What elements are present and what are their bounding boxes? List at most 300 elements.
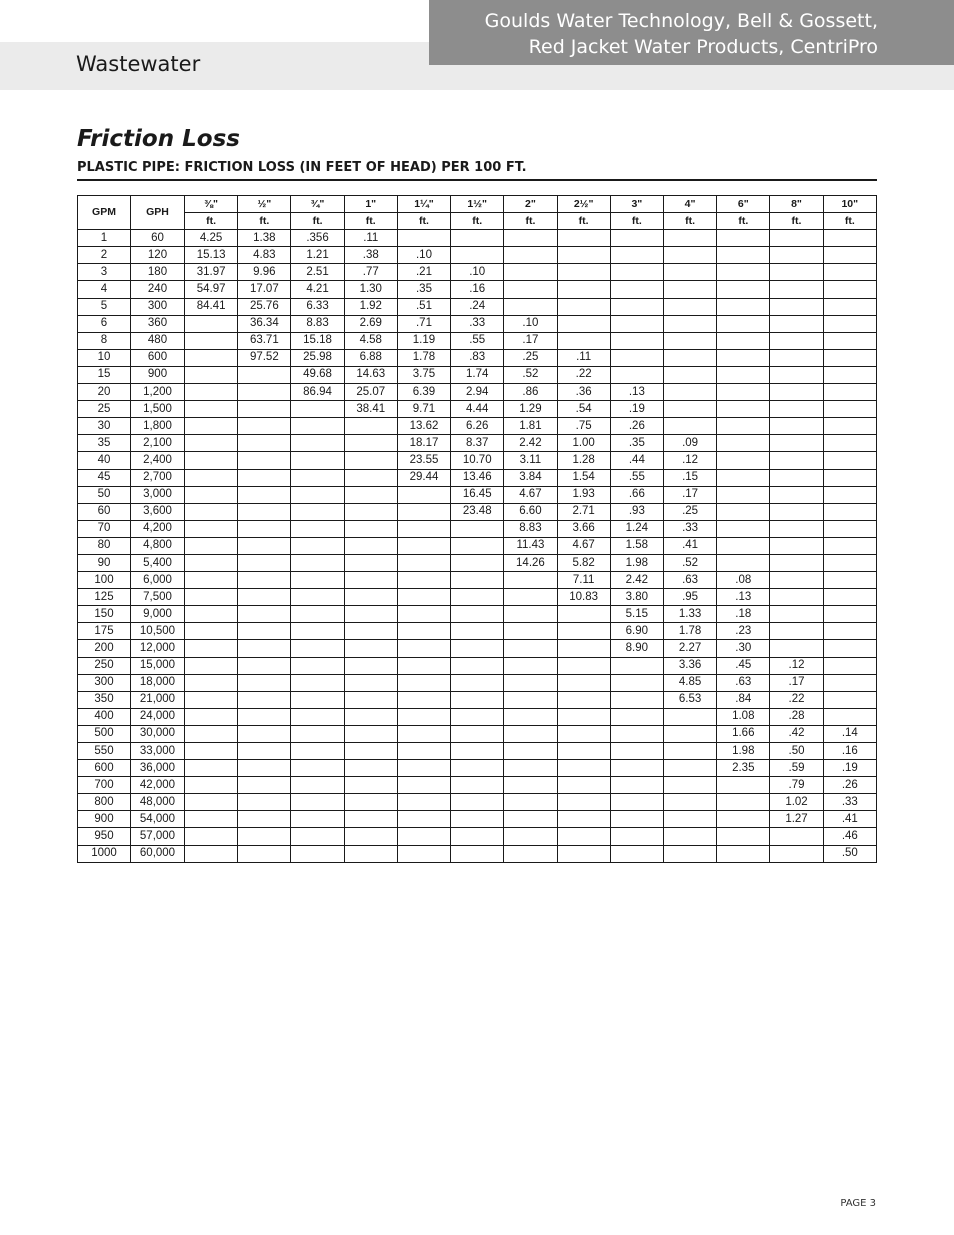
- friction-cell: [504, 777, 557, 794]
- friction-cell: .41: [663, 537, 716, 554]
- friction-cell: [557, 247, 610, 264]
- friction-cell: [717, 537, 770, 554]
- friction-cell: [610, 794, 663, 811]
- friction-cell: [717, 315, 770, 332]
- friction-cell: [291, 828, 344, 845]
- friction-cell: 84.41: [185, 298, 238, 315]
- friction-cell: [344, 452, 397, 469]
- friction-cell: .66: [610, 486, 663, 503]
- friction-cell: [823, 572, 876, 589]
- friction-cell: [717, 845, 770, 862]
- friction-cell: [717, 554, 770, 571]
- friction-cell: [291, 640, 344, 657]
- gph-cell: 2,400: [131, 452, 185, 469]
- pipe-size-row: [78, 196, 877, 213]
- table-row: [78, 828, 877, 845]
- friction-cell: [770, 828, 823, 845]
- friction-cell: [770, 520, 823, 537]
- friction-cell: [344, 777, 397, 794]
- friction-cell: [185, 777, 238, 794]
- friction-cell: [291, 572, 344, 589]
- gph-cell: 1,800: [131, 418, 185, 435]
- gpm-cell: 200: [78, 640, 131, 657]
- gpm-cell: 550: [78, 743, 131, 760]
- friction-cell: 2.42: [504, 435, 557, 452]
- friction-cell: [344, 811, 397, 828]
- friction-cell: 6.39: [397, 384, 450, 401]
- friction-cell: [291, 623, 344, 640]
- friction-cell: [185, 554, 238, 571]
- gph-cell: 12,000: [131, 640, 185, 657]
- friction-cell: 31.97: [185, 264, 238, 281]
- friction-cell: [185, 845, 238, 862]
- friction-cell: [185, 725, 238, 742]
- friction-cell: [557, 623, 610, 640]
- friction-cell: 1.92: [344, 298, 397, 315]
- gpm-cell: 10: [78, 349, 131, 366]
- friction-cell: [823, 708, 876, 725]
- friction-cell: [557, 777, 610, 794]
- friction-cell: [291, 486, 344, 503]
- friction-cell: [557, 674, 610, 691]
- friction-cell: [238, 520, 291, 537]
- friction-cell: 4.44: [451, 401, 504, 418]
- friction-cell: [823, 349, 876, 366]
- friction-cell: 23.48: [451, 503, 504, 520]
- friction-cell: 5.82: [557, 554, 610, 571]
- gpm-cell: 250: [78, 657, 131, 674]
- gph-cell: 36,000: [131, 760, 185, 777]
- friction-cell: [397, 743, 450, 760]
- pipe-size-header: 1": [344, 196, 397, 213]
- friction-cell: [717, 281, 770, 298]
- friction-cell: 1.02: [770, 794, 823, 811]
- friction-cell: [451, 230, 504, 247]
- gph-cell: 60: [131, 230, 185, 247]
- gpm-cell: 70: [78, 520, 131, 537]
- friction-cell: 2.94: [451, 384, 504, 401]
- friction-cell: [344, 674, 397, 691]
- pipe-size-header: 2": [504, 196, 557, 213]
- friction-cell: [663, 247, 716, 264]
- friction-cell: .13: [610, 384, 663, 401]
- friction-cell: 13.46: [451, 469, 504, 486]
- unit-header: ft.: [663, 213, 716, 230]
- friction-cell: 11.43: [504, 537, 557, 554]
- friction-cell: .10: [451, 264, 504, 281]
- friction-cell: [397, 828, 450, 845]
- friction-cell: 9.71: [397, 401, 450, 418]
- friction-cell: .33: [663, 520, 716, 537]
- friction-cell: [823, 691, 876, 708]
- friction-cell: [823, 623, 876, 640]
- friction-cell: .17: [770, 674, 823, 691]
- gpm-cell: 45: [78, 469, 131, 486]
- friction-cell: .17: [504, 332, 557, 349]
- friction-cell: [344, 520, 397, 537]
- friction-cell: [185, 469, 238, 486]
- friction-cell: [238, 418, 291, 435]
- friction-cell: [823, 315, 876, 332]
- friction-cell: [451, 691, 504, 708]
- friction-cell: 97.52: [238, 349, 291, 366]
- friction-cell: [344, 657, 397, 674]
- friction-cell: 10.70: [451, 452, 504, 469]
- table-row: [78, 691, 877, 708]
- friction-cell: 6.90: [610, 623, 663, 640]
- friction-cell: .16: [451, 281, 504, 298]
- gph-cell: 120: [131, 247, 185, 264]
- friction-cell: 1.30: [344, 281, 397, 298]
- friction-cell: [504, 640, 557, 657]
- table-row: [78, 794, 877, 811]
- friction-cell: [663, 725, 716, 742]
- friction-cell: [185, 503, 238, 520]
- friction-cell: 4.85: [663, 674, 716, 691]
- friction-cell: [238, 777, 291, 794]
- friction-cell: [770, 247, 823, 264]
- friction-cell: [504, 657, 557, 674]
- table-header: [78, 196, 877, 230]
- friction-cell: [610, 315, 663, 332]
- pipe-size-header: ½": [238, 196, 291, 213]
- friction-cell: [397, 657, 450, 674]
- friction-cell: [238, 537, 291, 554]
- gpm-cell: 5: [78, 298, 131, 315]
- friction-cell: [291, 452, 344, 469]
- friction-cell: [610, 674, 663, 691]
- friction-cell: .44: [610, 452, 663, 469]
- friction-cell: 8.90: [610, 640, 663, 657]
- friction-cell: [397, 503, 450, 520]
- friction-cell: [291, 418, 344, 435]
- friction-cell: [291, 657, 344, 674]
- friction-cell: .52: [504, 366, 557, 383]
- friction-cell: [770, 230, 823, 247]
- friction-cell: [557, 264, 610, 281]
- friction-loss-table-wrap: [77, 195, 877, 863]
- friction-cell: [451, 811, 504, 828]
- section-label: Wastewater: [76, 52, 201, 76]
- table-row: [78, 657, 877, 674]
- friction-cell: [504, 589, 557, 606]
- gpm-cell: 350: [78, 691, 131, 708]
- friction-cell: 1.54: [557, 469, 610, 486]
- unit-header: ft.: [291, 213, 344, 230]
- gph-cell: 360: [131, 315, 185, 332]
- friction-cell: 6.60: [504, 503, 557, 520]
- page-title: Friction Loss: [77, 126, 240, 152]
- friction-cell: [344, 828, 397, 845]
- friction-cell: [823, 503, 876, 520]
- friction-cell: [504, 247, 557, 264]
- friction-cell: [238, 606, 291, 623]
- friction-cell: [344, 725, 397, 742]
- friction-cell: [610, 247, 663, 264]
- friction-cell: [397, 537, 450, 554]
- friction-cell: [823, 452, 876, 469]
- friction-cell: [823, 657, 876, 674]
- friction-cell: 1.28: [557, 452, 610, 469]
- table-row: [78, 384, 877, 401]
- brand-box: [429, 0, 954, 65]
- friction-cell: [451, 606, 504, 623]
- friction-cell: [238, 366, 291, 383]
- pipe-size-header: 3": [610, 196, 663, 213]
- friction-cell: [610, 691, 663, 708]
- table-row: [78, 572, 877, 589]
- friction-cell: 14.63: [344, 366, 397, 383]
- gph-cell: 15,000: [131, 657, 185, 674]
- friction-cell: [397, 794, 450, 811]
- gpm-cell: 100: [78, 572, 131, 589]
- friction-cell: [238, 708, 291, 725]
- friction-cell: .79: [770, 777, 823, 794]
- friction-cell: [663, 315, 716, 332]
- gpm-cell: 35: [78, 435, 131, 452]
- friction-cell: [610, 366, 663, 383]
- friction-cell: [238, 640, 291, 657]
- table-row: [78, 486, 877, 503]
- friction-cell: 1.93: [557, 486, 610, 503]
- table-row: [78, 606, 877, 623]
- friction-cell: [504, 230, 557, 247]
- friction-cell: [663, 281, 716, 298]
- friction-cell: [717, 298, 770, 315]
- friction-cell: [291, 606, 344, 623]
- friction-cell: 6.88: [344, 349, 397, 366]
- friction-cell: [185, 794, 238, 811]
- friction-cell: [770, 401, 823, 418]
- friction-cell: [291, 845, 344, 862]
- friction-cell: [185, 401, 238, 418]
- pipe-size-header: 8": [770, 196, 823, 213]
- friction-cell: [451, 794, 504, 811]
- friction-cell: [557, 845, 610, 862]
- gpm-cell: 125: [78, 589, 131, 606]
- friction-cell: [291, 589, 344, 606]
- table-row: [78, 315, 877, 332]
- friction-cell: [185, 811, 238, 828]
- unit-header: ft.: [238, 213, 291, 230]
- friction-cell: [504, 606, 557, 623]
- friction-cell: [823, 366, 876, 383]
- gpm-cell: 400: [78, 708, 131, 725]
- friction-cell: [557, 281, 610, 298]
- friction-cell: [504, 794, 557, 811]
- friction-cell: [185, 760, 238, 777]
- friction-cell: [770, 554, 823, 571]
- friction-cell: [770, 640, 823, 657]
- friction-cell: [663, 777, 716, 794]
- table-row: [78, 332, 877, 349]
- friction-cell: [451, 743, 504, 760]
- friction-cell: [504, 845, 557, 862]
- friction-cell: [663, 845, 716, 862]
- friction-cell: [557, 811, 610, 828]
- friction-cell: 1.24: [610, 520, 663, 537]
- pipe-size-header: 2½": [557, 196, 610, 213]
- unit-header: ft.: [557, 213, 610, 230]
- friction-cell: [344, 743, 397, 760]
- friction-cell: .15: [663, 469, 716, 486]
- friction-cell: [717, 452, 770, 469]
- friction-cell: [291, 537, 344, 554]
- friction-cell: .19: [610, 401, 663, 418]
- friction-cell: [397, 640, 450, 657]
- friction-cell: 2.42: [610, 572, 663, 589]
- friction-cell: [557, 332, 610, 349]
- friction-cell: .08: [717, 572, 770, 589]
- friction-cell: 25.07: [344, 384, 397, 401]
- friction-cell: .16: [823, 743, 876, 760]
- friction-cell: [717, 384, 770, 401]
- friction-cell: [717, 520, 770, 537]
- friction-cell: [504, 281, 557, 298]
- friction-cell: [238, 486, 291, 503]
- friction-cell: [185, 657, 238, 674]
- friction-cell: [663, 349, 716, 366]
- friction-cell: [557, 606, 610, 623]
- friction-cell: .38: [344, 247, 397, 264]
- friction-cell: [557, 640, 610, 657]
- friction-cell: 4.67: [504, 486, 557, 503]
- friction-cell: .77: [344, 264, 397, 281]
- friction-cell: [717, 469, 770, 486]
- friction-cell: 3.66: [557, 520, 610, 537]
- friction-cell: [291, 554, 344, 571]
- gpm-cell: 15: [78, 366, 131, 383]
- friction-cell: [344, 537, 397, 554]
- friction-cell: [663, 828, 716, 845]
- friction-cell: [451, 247, 504, 264]
- friction-cell: [823, 281, 876, 298]
- friction-cell: .22: [770, 691, 823, 708]
- friction-cell: [185, 606, 238, 623]
- friction-cell: 2.27: [663, 640, 716, 657]
- friction-cell: 4.67: [557, 537, 610, 554]
- gpm-cell: 1000: [78, 845, 131, 862]
- friction-cell: .33: [823, 794, 876, 811]
- friction-cell: [663, 401, 716, 418]
- friction-cell: [238, 572, 291, 589]
- friction-cell: [291, 435, 344, 452]
- friction-cell: [451, 828, 504, 845]
- table-row: [78, 503, 877, 520]
- gpm-cell: 950: [78, 828, 131, 845]
- friction-cell: [823, 520, 876, 537]
- friction-cell: [291, 503, 344, 520]
- friction-cell: [451, 537, 504, 554]
- friction-cell: [823, 589, 876, 606]
- table-row: [78, 281, 877, 298]
- friction-cell: 3.80: [610, 589, 663, 606]
- friction-cell: 25.98: [291, 349, 344, 366]
- friction-cell: [291, 725, 344, 742]
- friction-cell: 4.21: [291, 281, 344, 298]
- gph-cell: 7,500: [131, 589, 185, 606]
- unit-header: ft.: [610, 213, 663, 230]
- friction-cell: [185, 452, 238, 469]
- friction-cell: .14: [823, 725, 876, 742]
- gph-cell: 57,000: [131, 828, 185, 845]
- friction-cell: [185, 572, 238, 589]
- friction-cell: [397, 691, 450, 708]
- friction-cell: [770, 606, 823, 623]
- friction-cell: [823, 264, 876, 281]
- friction-cell: [770, 469, 823, 486]
- friction-cell: [344, 572, 397, 589]
- gph-cell: 240: [131, 281, 185, 298]
- gpm-cell: 1: [78, 230, 131, 247]
- friction-cell: [291, 520, 344, 537]
- friction-cell: .21: [397, 264, 450, 281]
- friction-cell: .12: [770, 657, 823, 674]
- friction-cell: 3.11: [504, 452, 557, 469]
- friction-cell: [504, 828, 557, 845]
- friction-cell: [451, 708, 504, 725]
- friction-cell: [504, 264, 557, 281]
- friction-cell: 1.98: [717, 743, 770, 760]
- friction-cell: [610, 298, 663, 315]
- friction-cell: [557, 828, 610, 845]
- friction-cell: [717, 401, 770, 418]
- friction-cell: .35: [610, 435, 663, 452]
- friction-cell: [504, 743, 557, 760]
- friction-cell: [291, 777, 344, 794]
- friction-cell: [717, 264, 770, 281]
- friction-cell: 15.13: [185, 247, 238, 264]
- friction-cell: [823, 418, 876, 435]
- table-row: [78, 554, 877, 571]
- gph-cell: 48,000: [131, 794, 185, 811]
- friction-cell: [770, 366, 823, 383]
- friction-cell: [504, 708, 557, 725]
- unit-row: [78, 213, 877, 230]
- gph-header: GPH: [131, 196, 185, 230]
- pipe-size-header: 4": [663, 196, 716, 213]
- unit-header: ft.: [504, 213, 557, 230]
- table-row: [78, 674, 877, 691]
- friction-cell: [451, 657, 504, 674]
- pipe-size-header: 10": [823, 196, 876, 213]
- friction-cell: 15.18: [291, 332, 344, 349]
- friction-cell: [451, 725, 504, 742]
- friction-cell: [770, 264, 823, 281]
- friction-cell: [504, 691, 557, 708]
- friction-cell: .51: [397, 298, 450, 315]
- friction-cell: .55: [451, 332, 504, 349]
- friction-cell: [291, 469, 344, 486]
- table-row: [78, 298, 877, 315]
- friction-cell: [291, 401, 344, 418]
- friction-cell: 1.78: [397, 349, 450, 366]
- friction-cell: .22: [557, 366, 610, 383]
- friction-cell: .36: [557, 384, 610, 401]
- gph-cell: 2,700: [131, 469, 185, 486]
- friction-cell: [504, 725, 557, 742]
- friction-cell: [344, 503, 397, 520]
- gph-cell: 42,000: [131, 777, 185, 794]
- friction-cell: [770, 418, 823, 435]
- gph-cell: 2,100: [131, 435, 185, 452]
- unit-header: ft.: [717, 213, 770, 230]
- friction-cell: [451, 572, 504, 589]
- friction-cell: [717, 503, 770, 520]
- friction-cell: [185, 486, 238, 503]
- table-row: [78, 725, 877, 742]
- gpm-cell: 900: [78, 811, 131, 828]
